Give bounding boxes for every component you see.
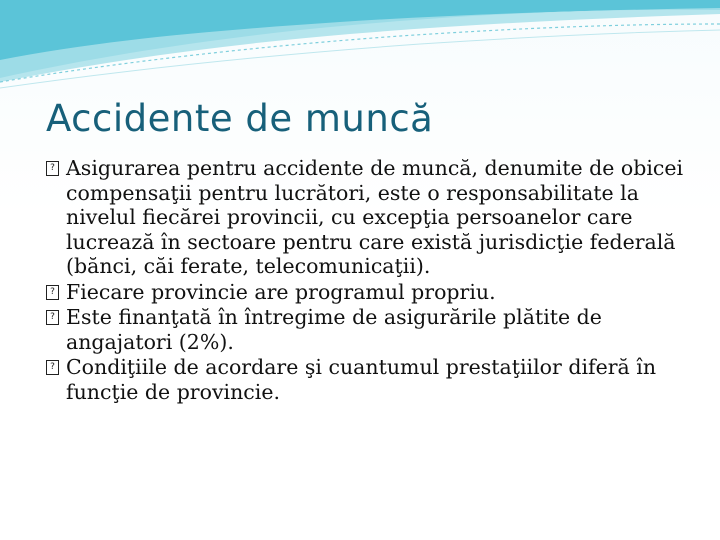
missing-glyph-box-icon: ?: [46, 161, 59, 176]
bullet-text: Asigurarea pentru accidente de muncă, denumite de obicei compensaţii pentru lucrători, este o responsabilitate la nivelul fiecărei provincii, cu excepţia persoanelor care lucrează în sectoare pentru care există jurisdicţie federală (bănci, căi ferate, telecomunicaţii).: [66, 156, 684, 278]
slide-title: Accidente de muncă: [46, 97, 434, 140]
bullet-text: Este finanţată în întregime de asigurările plătite de angajatori (2%).: [66, 305, 602, 354]
list-item: [46, 156, 686, 279]
missing-glyph-box-icon: ?: [46, 310, 59, 325]
list-item: [46, 305, 686, 354]
bullet-list: [46, 156, 686, 405]
missing-glyph-box-icon: ?: [46, 285, 59, 300]
list-item: [46, 280, 686, 305]
list-item: [46, 355, 686, 404]
missing-glyph-box-icon: ?: [46, 360, 59, 375]
bullet-text: Fiecare provincie are programul propriu.: [66, 279, 496, 304]
bullet-text: Condiţiile de acordare şi cuantumul prestaţiilor diferă în funcţie de provincie.: [66, 355, 657, 404]
wave-header-decoration: [0, 0, 720, 90]
